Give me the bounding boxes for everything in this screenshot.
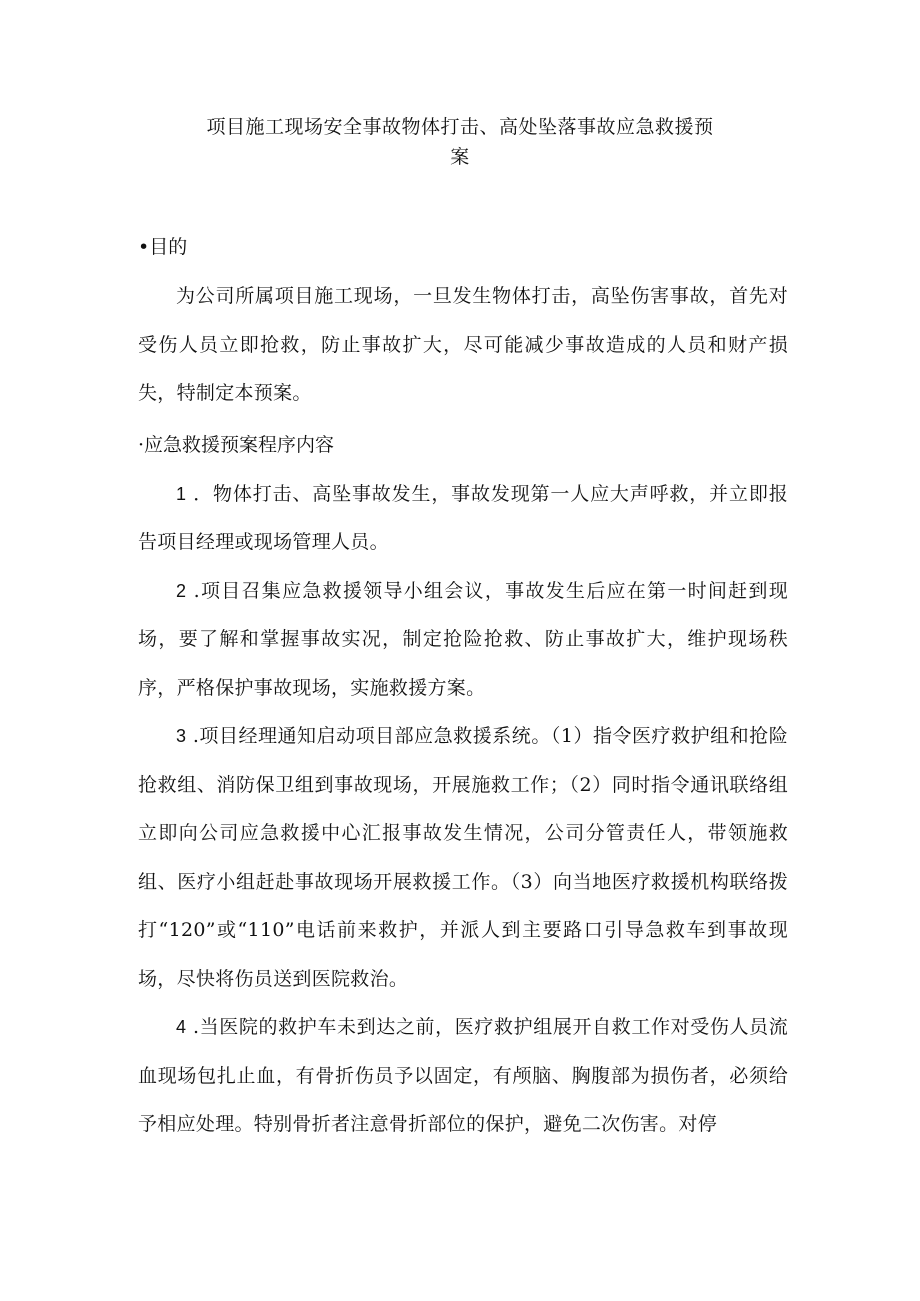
section-heading-procedure: ·应急救援预案程序内容 xyxy=(138,433,335,456)
item-text: .项目召集应急救援领导小组会议，事故发生后应在第一时间赶到现场，要了解和掌握事故实况，制定抢险抢救、防止事故扩大，维护现场秩序，严格保护事故现场，实施救援方案。 xyxy=(138,579,789,699)
item-text: ．物体打击、高坠事故发生，事故发现第一人应大声呼救，并立即报告项目经理或现场管理人员。 xyxy=(138,482,788,553)
item-number: 3 xyxy=(176,726,187,746)
section-heading-purpose: •目的 xyxy=(138,236,188,258)
document-body xyxy=(138,226,788,1149)
item-number: 4 xyxy=(176,1017,187,1037)
procedure-item-1 xyxy=(138,470,788,567)
procedure-item-2 xyxy=(138,567,788,713)
title-line-2: 案 xyxy=(450,146,470,168)
item-number: 2 xyxy=(176,580,187,601)
document-title xyxy=(170,112,750,172)
purpose-paragraph: 为公司所属项目施工现场，一旦发生物体打击，高坠伤害事故，首先对受伤人员立即抢救，防止事故扩大，尽可能减少事故造成的人员和财产损失，特制定本预案。 xyxy=(138,285,788,404)
title-line-1: 项目施工现场安全事故物体打击、高处坠落事故应急救援预 xyxy=(206,116,714,138)
procedure-item-4 xyxy=(138,1003,788,1149)
item-text: .当医院的救护车未到达之前，医疗救护组展开自救工作对受伤人员流血现场包扎止血，有骨折伤员予以固定，有颅脑、胸腹部为损伤者，必须给予相应处理。特别骨折者注意骨折部位的保护，避免二次伤害。对停 xyxy=(138,1016,789,1135)
item-number: 1 xyxy=(176,483,187,504)
procedure-item-3 xyxy=(138,712,788,1003)
item-text: .项目经理通知启动项目部应急救援系统。（1）指令医疗救护组和抢险抢救组、消防保卫组到事故现场，开展施救工作；（2）同时指令通讯联络组立即向公司应急救援中心汇报事故发生情况，公司分管责任人，带领施救组、医疗小组赶赴事故现场开展救援工作。（3）向当地医疗救援机构联络拨打“120”或“110”电话前来救护，并派人到主要路口引导急救车到事故现场，尽快将伤员送到医院救治。 xyxy=(138,725,788,990)
